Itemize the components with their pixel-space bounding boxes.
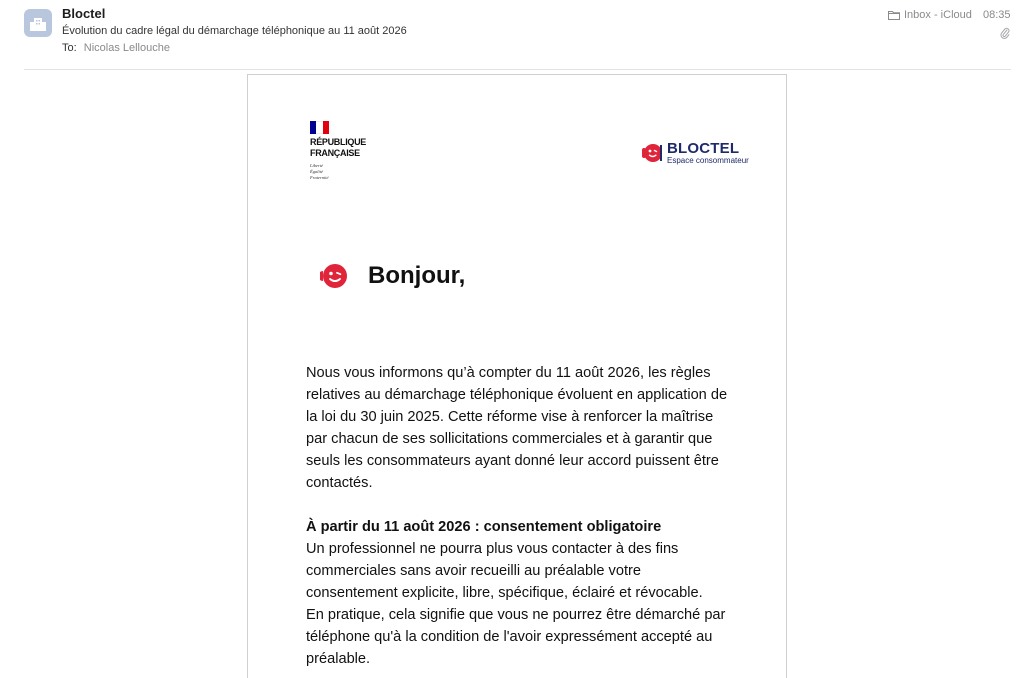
greeting	[320, 261, 465, 291]
bloctel-brand: BLOCTEL	[667, 140, 740, 157]
rf-name-line1: RÉPUBLIQUE	[310, 137, 367, 147]
to-label: To:	[62, 42, 77, 54]
mailbox-indicator[interactable]	[888, 9, 972, 21]
paperclip-icon	[1000, 27, 1010, 39]
building-avatar-icon	[29, 15, 47, 31]
rf-name	[310, 137, 370, 159]
greeting-text: Bonjour,	[368, 262, 466, 289]
section-body-2: En pratique, cela signifie que vous ne pourrez être démarché par téléphone qu'à la condition de l'avoir expressément accepté au préalable.	[306, 607, 726, 667]
email-body	[247, 74, 787, 678]
bloctel-subtitle: Espace consommateur	[667, 156, 749, 165]
folder-icon	[888, 10, 900, 20]
email-subject: Évolution du cadre légal du démarchage téléphonique au 11 août 2026	[62, 25, 407, 37]
intro-paragraph: Nous vous informons qu’à compter du 11 août 2026, les règles relatives au démarchage téléphonique évoluent en application de la loi du 30 juin 2025. Cette réforme vise à renforcer la maîtrise par chacun de ses sollicitations commerciales et à garantir que seuls les consommateurs ayant donné leur accord puissent être contactés.	[306, 365, 728, 491]
rf-motto-3: Fraternité	[310, 175, 329, 180]
bloctel-mascot-icon	[640, 141, 664, 165]
recipient-name[interactable]: Nicolas Lellouche	[83, 42, 170, 54]
rf-motto	[310, 163, 370, 181]
received-time: 08:35	[983, 9, 1011, 21]
section-body-1: Un professionnel ne pourra plus vous contacter à des fins commerciales sans avoir recueilli au préalable votre consentement explicite, libre, spécifique, éclairé et révocable.	[306, 541, 703, 601]
rf-name-line2: FRANÇAISE	[310, 148, 360, 158]
rf-motto-1: Liberté	[310, 163, 323, 168]
republique-francaise-logo	[310, 121, 370, 181]
section-title: À partir du 11 août 2026 : consentement obligatoire	[306, 519, 662, 535]
sender-avatar[interactable]	[24, 9, 52, 37]
mailbox-label: Inbox - iCloud	[904, 9, 972, 21]
rf-motto-2: Égalité	[310, 169, 323, 174]
message-header	[0, 0, 1024, 70]
recipient-line	[62, 42, 170, 54]
message-text	[306, 362, 736, 670]
header-divider	[24, 69, 1011, 70]
winking-face-icon	[320, 261, 350, 291]
sender-name[interactable]: Bloctel	[62, 6, 106, 21]
bloctel-logo[interactable]	[640, 141, 749, 165]
french-flag-icon	[310, 121, 329, 134]
attachment-indicator[interactable]	[1000, 26, 1010, 44]
consent-section	[306, 516, 736, 670]
